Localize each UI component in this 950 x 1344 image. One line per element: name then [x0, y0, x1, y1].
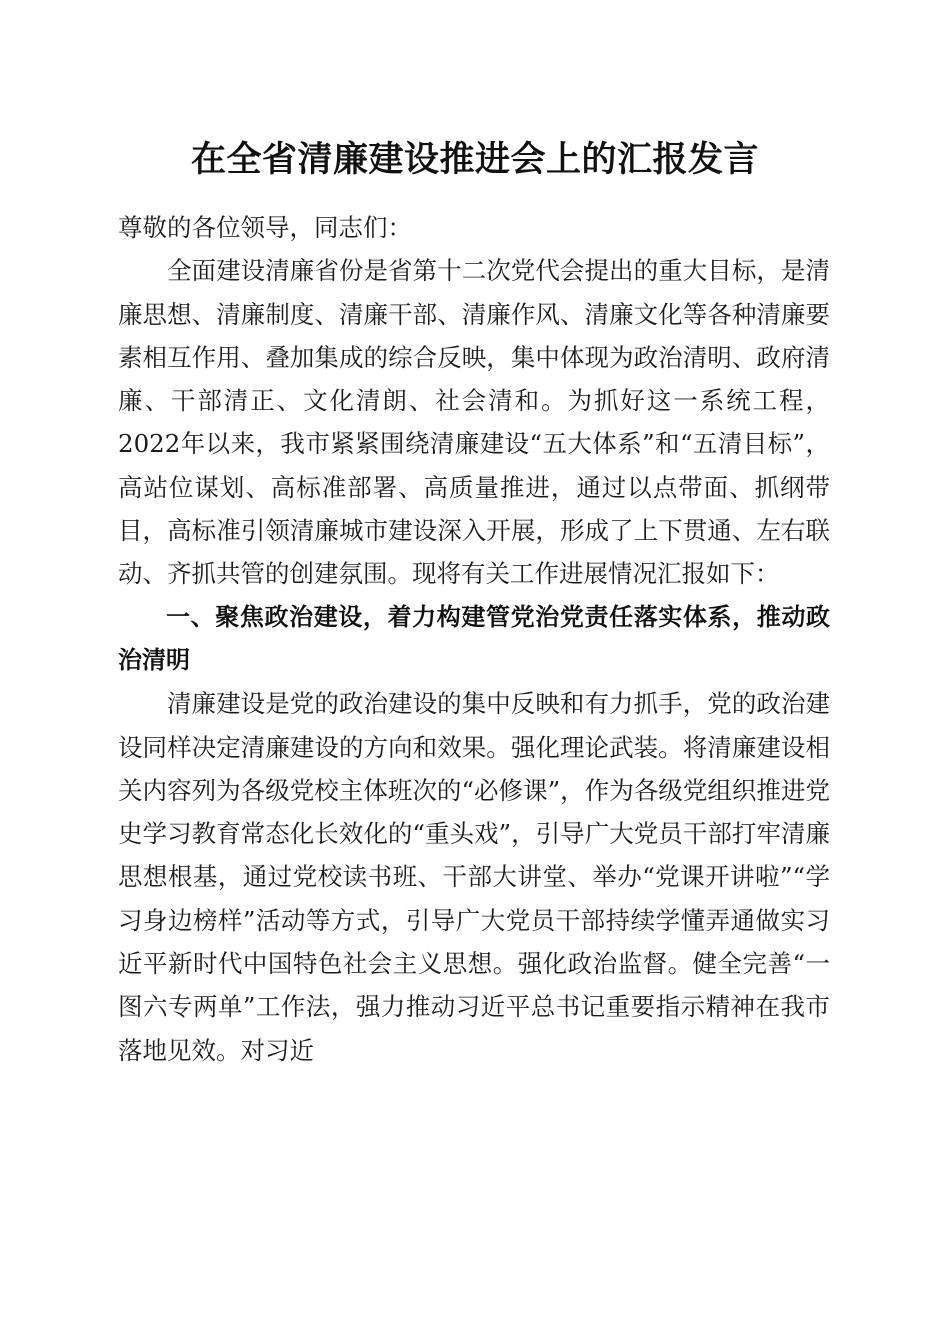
document-title: 在全省清廉建设推进会上的汇报发言: [190, 139, 759, 180]
section-1-heading: 一、聚焦政治建设，着力构建管党治党责任落实体系，推动政治清明: [118, 602, 830, 674]
intro-paragraph: 全面建设清廉省份是省第十二次党代会提出的重大目标，是清廉思想、清廉制度、清廉干部、清廉作风、清廉文化等各种清廉要素相互作用、叠加集成的综合反映，集中体现为政治清明、政府清廉、干部清正、文化清朗、社会清和。为抓好这一系统工程，2022年以来，我市紧紧围绕清廉建设“五大体系”和“五清目标”，高站位谋划、高标准部署、高质量推进，通过以点带面、抓纲带目，高标准引领清廉城市建设深入开展，形成了上下贯通、左右联动、齐抓共管的创建氛围。现将有关工作进展情况汇报如下：: [118, 256, 830, 589]
document-body: [118, 206, 830, 1072]
salutation: 尊敬的各位领导，同志们：: [118, 213, 412, 242]
section-1-paragraph: 清廉建设是党的政治建设的集中反映和有力抓手，党的政治建设同样决定清廉建设的方向和效果。强化理论武装。将清廉建设相关内容列为各级党校主体班次的“必修课”，作为各级党组织推进党史学习教育常态化长效化的“重头戏”，引导广大党员干部打牢清廉思想根基，通过党校读书班、干部大讲堂、举办“党课开讲啦”“学习身边榜样”活动等方式，引导广大党员干部持续学懂弄通做实习近平新时代中国特色社会主义思想。强化政治监督。健全完善“一图六专两单”工作法，强力推动习近平总书记重要指示精神在我市落地见效。对习近: [118, 689, 830, 1065]
